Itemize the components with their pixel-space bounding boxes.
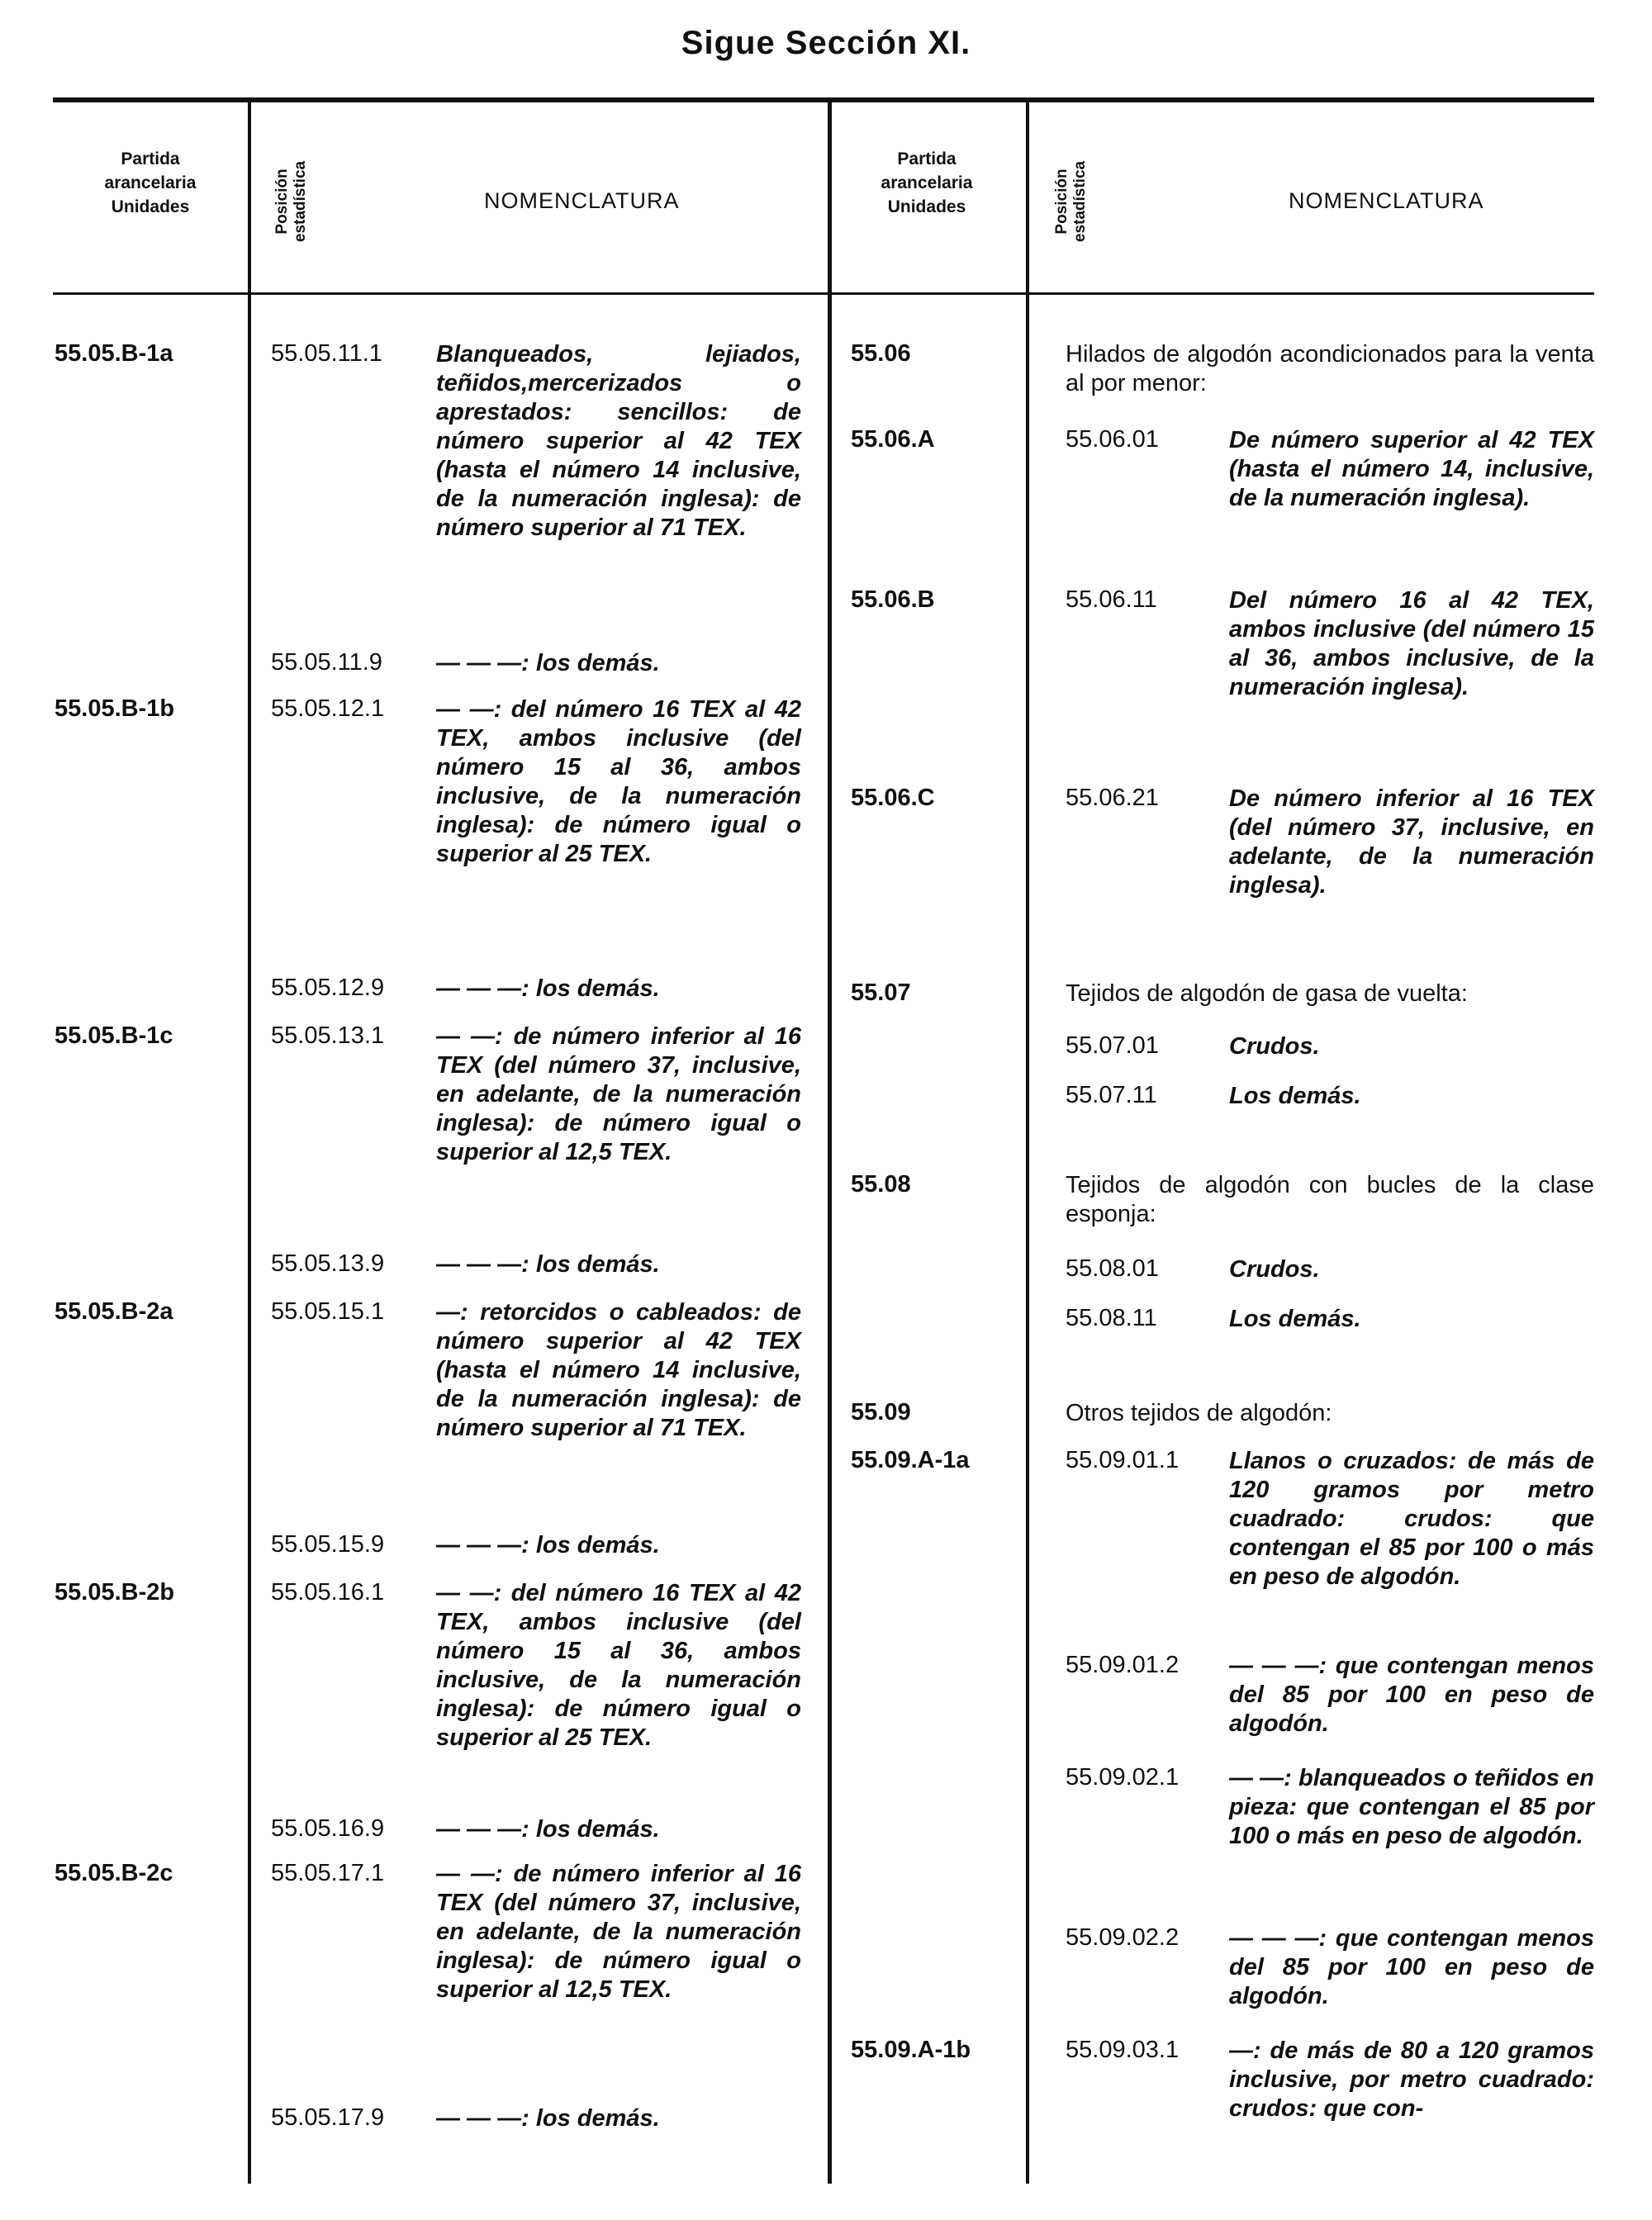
stat-position: 55.08.01 — [1066, 1255, 1159, 1282]
tariff-code: 55.05.B-1c — [55, 1022, 173, 1049]
stat-position: 55.05.12.9 — [271, 975, 385, 1001]
entry-description: Blanqueados, lejiados, teñidos,mercerizados o aprestados: sencillos: de número superior al 42 TEX (hasta el número 14 inclusive, de la numeración inglesa): de número superior al 71 TEX. — [436, 341, 801, 541]
tariff-code: 55.08 — [851, 1171, 911, 1198]
stat-position: 55.09.01.2 — [1066, 1652, 1180, 1678]
stat-position: 55.05.13.9 — [271, 1250, 385, 1277]
header-nomenclatura-right: NOMENCLATURA — [1289, 188, 1484, 213]
tariff-code: 55.06.B — [851, 586, 935, 613]
stat-position: 55.05.17.1 — [271, 1860, 385, 1886]
header-partida-line2: arancelaria — [881, 173, 973, 192]
header-posicion-line2: estadística — [1071, 160, 1089, 243]
page-title: Sigue Sección XI. — [681, 25, 971, 61]
tariff-code: 55.09.A-1a — [851, 1447, 970, 1473]
tariff-code: 55.06 — [851, 340, 911, 367]
header-posicion-left — [273, 140, 310, 263]
column-divider-center — [828, 102, 832, 2184]
entry-description: Tejidos de algodón con bucles de la clase esponja: — [1066, 1172, 1594, 1227]
entry-description: — — —: que contengan menos del 85 por 100 en peso de algodón. — [1229, 1925, 1594, 2009]
entry-description: Tejidos de algodón de gasa de vuelta: — [1066, 980, 1468, 1007]
column-divider-3 — [1026, 102, 1029, 2184]
header-posicion-line1: Posición — [1053, 168, 1070, 235]
entry-description: —: de más de 80 a 120 gramos inclusive, por metro cuadrado: crudos: que con- — [1229, 2037, 1594, 2122]
tariff-code: 55.05.B-2c — [55, 1860, 173, 1886]
stat-position: 55.05.11.9 — [271, 649, 382, 676]
tariff-code: 55.05.B-2b — [55, 1579, 175, 1606]
stat-position: 55.09.01.1 — [1066, 1447, 1180, 1473]
tariff-code: 55.06.C — [851, 785, 935, 811]
stat-position: 55.05.16.9 — [271, 1815, 385, 1842]
stat-position: 55.05.12.1 — [271, 695, 385, 722]
entry-description: Llanos o cruzados: de más de 120 gramos por metro cuadrado: crudos: que contengan el 85 por 100 o más en peso de algodón. — [1229, 1448, 1594, 1590]
entry-description: Los demás. — [1229, 1083, 1361, 1109]
stat-position: 55.05.15.1 — [271, 1298, 385, 1325]
header-posicion-line1: Posición — [273, 168, 291, 235]
entry-description: Del número 16 al 42 TEX, ambos inclusive (del número 15 al 36, ambos inclusive, de la numeración inglesa). — [1229, 587, 1594, 700]
entry-description: Otros tejidos de algodón: — [1066, 1400, 1332, 1426]
stat-position: 55.06.01 — [1066, 426, 1159, 453]
stat-position: 55.09.03.1 — [1066, 2037, 1180, 2063]
stat-position: 55.05.16.1 — [271, 1579, 385, 1606]
entry-description: — — —: los demás. — [436, 1532, 660, 1558]
entry-description: — —: del número 16 TEX al 42 TEX, ambos inclusive (del número 15 al 36, ambos inclusive, de la numeración inglesa): de número igual o superior al 25 TEX. — [436, 696, 801, 867]
entry-description: — — —: los demás. — [436, 975, 660, 1002]
stat-position: 55.06.11 — [1066, 586, 1157, 613]
tariff-code: 55.09.A-1b — [851, 2037, 971, 2063]
header-partida-left — [68, 147, 233, 219]
entry-description: Crudos. — [1229, 1033, 1320, 1060]
stat-position: 55.05.15.9 — [271, 1531, 385, 1558]
entry-description: — — —: los demás. — [436, 2105, 660, 2132]
stat-position: 55.05.17.9 — [271, 2104, 385, 2131]
entry-description: De número inferior al 16 TEX (del número 37, inclusive, en adelante, de la numeración inglesa). — [1229, 785, 1594, 899]
top-rule — [53, 97, 1594, 102]
stat-position: 55.07.01 — [1066, 1032, 1159, 1059]
header-rule-left — [53, 292, 829, 295]
entry-description: — — —: que contengan menos del 85 por 100 en peso de algodón. — [1229, 1653, 1594, 1737]
header-partida-line2: arancelaria — [104, 173, 197, 192]
entry-description: — — —: los demás. — [436, 1816, 660, 1843]
stat-position: 55.08.11 — [1066, 1305, 1157, 1331]
tariff-code: 55.06.A — [851, 426, 935, 453]
entry-description: —: retorcidos o cableados: de número superior al 42 TEX (hasta el número 14 inclusive, de la numeración inglesa): de número superior al 71 TEX. — [436, 1299, 801, 1441]
header-partida-line1: Partida — [121, 149, 180, 168]
entry-description: Hilados de algodón acondicionados para la venta al por menor: — [1066, 341, 1594, 396]
entry-description: — —: de número inferior al 16 TEX (del número 37, inclusive, en adelante, de la numeración inglesa): de número igual o superior al 12,5 TEX. — [436, 1861, 801, 2003]
header-partida-line3: Unidades — [887, 197, 966, 216]
entry-description: De número superior al 42 TEX (hasta el número 14, inclusive, de la numeración inglesa). — [1229, 427, 1594, 511]
tariff-code: 55.05.B-2a — [55, 1298, 173, 1325]
stat-position: 55.05.13.1 — [271, 1022, 385, 1049]
column-divider-1 — [248, 102, 251, 2184]
stat-position: 55.05.11.1 — [271, 340, 382, 367]
header-posicion-line2: estadística — [292, 160, 309, 243]
tariff-code: 55.09 — [851, 1399, 911, 1425]
stat-position: 55.09.02.2 — [1066, 1924, 1180, 1951]
header-rule-right — [829, 292, 1594, 295]
header-partida-line1: Partida — [897, 149, 957, 168]
entry-description: — — —: los demás. — [436, 650, 660, 676]
header-posicion-right — [1053, 140, 1089, 263]
tariff-code: 55.05.B-1a — [55, 340, 173, 367]
entry-description: — — —: los demás. — [436, 1251, 660, 1278]
stat-position: 55.07.11 — [1066, 1082, 1157, 1108]
stat-position: 55.09.02.1 — [1066, 1764, 1180, 1791]
header-partida-right — [844, 147, 1009, 219]
stat-position: 55.06.21 — [1066, 785, 1159, 811]
entry-description: — —: del número 16 TEX al 42 TEX, ambos inclusive (del número 15 al 36, ambos inclusive, de la numeración inglesa): de número igual o superior al 25 TEX. — [436, 1580, 801, 1751]
tariff-code: 55.05.B-1b — [55, 695, 175, 722]
entry-description: — —: de número inferior al 16 TEX (del número 37, inclusive, en adelante, de la numeración inglesa): de número igual o superior al 12,5 TEX. — [436, 1023, 801, 1165]
tariff-code: 55.07 — [851, 980, 911, 1006]
header-nomenclatura-left: NOMENCLATURA — [484, 188, 680, 213]
entry-description: — —: blanqueados o teñidos en pieza: que contengan el 85 por 100 o más en peso de algodón. — [1229, 1765, 1594, 1849]
entry-description: Crudos. — [1229, 1256, 1320, 1283]
entry-description: Los demás. — [1229, 1306, 1361, 1332]
header-partida-line3: Unidades — [111, 197, 190, 216]
